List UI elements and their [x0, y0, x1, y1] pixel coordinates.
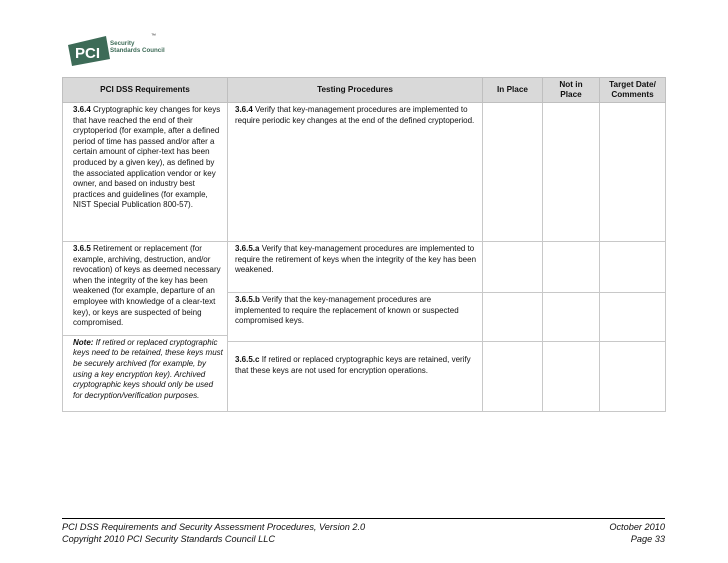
logo-line1: Security: [110, 40, 135, 47]
requirement-text: Retirement or replacement (for example, archiving, destruction, and/or revocation) of keys as deemed necessary when the integrity of the key has been weakened (for example, departure of an employee with knowledge of a clear-text key), or keys are suspected of being compromised.: [73, 244, 221, 328]
testing-procedure-number: 3.6.4: [235, 105, 253, 114]
testing-procedure-text: Verify that key-management procedures are implemented to require periodic key changes at the end of the defined cryptoperiod.: [235, 105, 475, 125]
footer-document-title: PCI DSS Requirements and Security Assessment Procedures, Version 2.0: [62, 522, 366, 532]
testing-procedure-cell: [228, 293, 483, 342]
footer-copyright: Copyright 2010 PCI Security Standards Council LLC: [62, 534, 275, 544]
footer-divider: [62, 518, 665, 519]
testing-procedure-text: Verify that the key-management procedures are implemented to require the replacement of known or suspected compromised keys.: [235, 295, 459, 326]
header-target-date: [600, 78, 666, 103]
note-text: If retired or replaced cryptographic keys need to be retained, these keys must be securely archived (for example, by using a key encryption key). Archived cryptographic keys should only be used for decryption/verification purposes.: [73, 337, 223, 400]
logo-text: [110, 40, 165, 54]
not-in-place-cell: [543, 293, 600, 342]
header-not-in-place-line1: Not in: [559, 80, 583, 89]
header-target-line1: Target Date/: [609, 80, 656, 89]
requirements-table: [62, 77, 666, 412]
requirement-body: [63, 242, 227, 336]
testing-procedure-cell: [228, 242, 483, 293]
note-label: Note:: [73, 337, 94, 347]
in-place-cell: [483, 103, 543, 242]
header-not-in-place-line2: Place: [560, 90, 582, 99]
testing-procedure-number: 3.6.5.a: [235, 244, 260, 253]
not-in-place-cell: [543, 342, 600, 412]
testing-procedure-cell: [228, 103, 483, 242]
header-target-line2: Comments: [611, 90, 654, 99]
not-in-place-cell: [543, 242, 600, 293]
in-place-cell: [483, 342, 543, 412]
requirement-number: 3.6.5: [73, 244, 91, 253]
logo-line2: Standards Council: [110, 47, 165, 54]
header-in-place: In Place: [483, 78, 543, 103]
in-place-cell: [483, 242, 543, 293]
comments-cell: [600, 103, 666, 242]
requirement-number: 3.6.4: [73, 105, 91, 114]
testing-procedure-number: 3.6.5.b: [235, 295, 260, 304]
footer-page-number: Page 33: [630, 534, 665, 544]
header-testing-procedures: Testing Procedures: [228, 78, 483, 103]
footer-date: October 2010: [609, 522, 665, 532]
testing-procedure-number: 3.6.5.c: [235, 355, 260, 364]
comments-cell: [600, 293, 666, 342]
requirement-text: Cryptographic key changes for keys that have reached the end of their cryptoperiod (for example, after a defined period of time has passed and/or after a certain amount of cipher-text has been produced by a given key), as defined by the associated application vendor or key owner, and based on industry best practices and guidelines (for example, NIST Special Publication 800-57).: [73, 105, 221, 210]
table-header-row: [63, 78, 666, 103]
table-row: [63, 242, 666, 293]
in-place-cell: [483, 293, 543, 342]
not-in-place-cell: [543, 103, 600, 242]
testing-procedure-text: Verify that key-management procedures are implemented to require the retirement of keys when the integrity of the key has been weakened.: [235, 244, 477, 275]
logo-trademark: ™: [151, 33, 156, 39]
requirement-note: [63, 336, 227, 406]
comments-cell: [600, 242, 666, 293]
comments-cell: [600, 342, 666, 412]
testing-procedure-text: If retired or replaced cryptographic keys are retained, verify that these keys are not used for encryption operations.: [235, 355, 471, 375]
header-not-in-place: [543, 78, 600, 103]
requirement-cell: [63, 103, 228, 242]
testing-procedure-cell: [228, 342, 483, 412]
logo-mark: PCI: [75, 45, 101, 62]
header-requirements: PCI DSS Requirements: [63, 78, 228, 103]
requirement-cell: [63, 242, 228, 412]
table-row: [63, 103, 666, 242]
